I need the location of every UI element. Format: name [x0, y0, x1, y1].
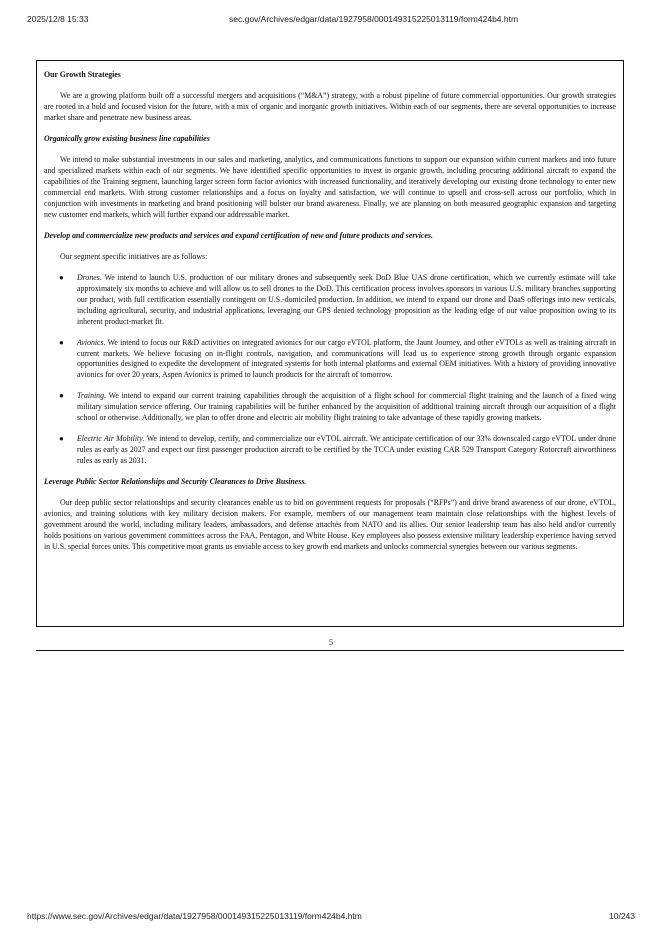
subheading-public-sector: Leverage Public Sector Relationships and Security Clearances to Drive Business. — [44, 477, 307, 487]
subheading-new-products: Develop and commercialize new products and services and expand certification of new and future products and services. — [44, 230, 433, 240]
section-title: Our Growth Strategies — [44, 70, 121, 79]
initiatives-intro: Our segment specific initiatives are as follows: — [60, 251, 208, 261]
public-sector-paragraph: Our deep public sector relationships and security clearances enable us to bid on government requests for proposals (“RFPs”) and drive brand awareness of our drone, eVTOL, avionics, and training solutions with key military decision makers. For example, members of our management team maintain close relationships with the highest levels of government around the world, including military leaders, ambassadors, and defense attachés from NATO and its allies. Our senior leadership team has also held and/or currently holds positions on various government committees across the FAA, Pentagon, and White House. Key employees also possess extensive military leadership experience having served in U.S. special forces units. This competitive moat grants us enviable access to key growth end markets and unlocks commercial synergies between our various segments. — [44, 498, 616, 551]
bullet-term: Training — [77, 391, 105, 401]
bullet-icon: ● — [59, 391, 64, 401]
intro-paragraph: We are a growing platform built off a successful mergers and acquisitions (“M&A”) strategy, with a robust pipeline of future commercial opportunities. Our growth strategies are rooted in a bold and focused vision for the future, with a mix of organic and inorganic growth initiatives. Within each of our segments, there are several opportunities to increase market share and penetrate new business areas. — [44, 91, 616, 122]
subheading-organic-growth: Organically grow existing business line capabilities — [44, 134, 210, 143]
bullet-icon: ● — [59, 272, 64, 282]
document-box — [36, 60, 624, 627]
page-divider — [36, 650, 624, 651]
bullet-text: . We intend to launch U.S. production of our military drones and subsequently seek DoD Blue UAS drone certification, which we currently estimate will take approximately six months to achieve and will allow us to sell drones to the DoD. This certification process involves sponsors in various U.S. military branches supporting our product, with full certification essentially contingent on U.S.-domiciled production. In addition, we intend to expand our drone and DaaS offerings into new verticals, including agricultural, security, and industrial applications, leveraging our GPS denied technology proposition as the leading edge of our value proposition owing to its inherent product-market fit. — [77, 272, 616, 326]
print-page-count: 10/243 — [609, 911, 635, 921]
document-content — [44, 70, 616, 553]
bullet-term: Drones — [77, 272, 100, 282]
organic-growth-paragraph: We intend to make substantial investments in our sales and marketing, analytics, and communications functions to support our expansion within current markets and into future and specialized markets within each of our segments. We have identified specific opportunities to invest in organic growth, including procuring additional aircraft to expand the capabilities of the Training segment, launching larger screen form factor avionics with increased functionality, and iteratively developing our existing drone technology to enter new commercial end markets. With strong customer relationships and a focus on loyalty and satisfaction, we will continue to upsell and cross-sell across our portfolio, which in conjunction with investments in marketing and brand positioning will bolster our brand awareness. Finally, we are planning on both measured geographic expansion and targeting new customer end markets, which will further expand our addressable market. — [44, 155, 616, 219]
print-footer-url: https://www.sec.gov/Archives/edgar/data/1927958/000149315225013119/form424b4.htm — [27, 911, 362, 921]
bullet-term: Avionics — [77, 337, 104, 347]
list-item-electric-air-mobility — [44, 434, 616, 467]
print-datetime: 2025/12/8 15:33 — [27, 14, 89, 24]
page-number: 5 — [329, 638, 333, 647]
list-item-training — [44, 391, 616, 424]
bullet-text: . We intend to focus our R&D activities on integrated avionics for our cargo eVTOL platform, the Jaunt Journey, and other eVTOLs as well as training aircraft in current markets. We believe focusing on in-flight controls, navigation, and communications will lead us to experience strong growth through organic expansion opportunities designed to expedite the development of integrated systems for both internal platforms and external OEM initiatives. With a history of providing innovative avionics for over 20 years, Aspen Avionics is primed to launch products for the aircraft of tomorrow. — [77, 337, 616, 380]
print-header-url: sec.gov/Archives/edgar/data/1927958/000149315225013119/form424b4.htm — [229, 14, 519, 24]
list-item-drones — [44, 273, 616, 328]
bullet-icon: ● — [59, 337, 64, 347]
bullet-text: . We intend to develop, certify, and commercialize our eVTOL aircraft. We anticipate certification of our 33% downscaled cargo eVTOL under drone rules as early as 2027 and expect our first passenger production aircraft to be certified by the TCCA under existing CAR 529 Transport Category Rotorcraft airworthiness rules as early as 2031. — [77, 434, 616, 466]
bullet-term: Electric Air Mobility — [77, 434, 143, 444]
bullet-icon: ● — [59, 434, 64, 444]
initiatives-list — [44, 273, 616, 467]
list-item-avionics — [44, 338, 616, 382]
bullet-text: . We intend to expand our current training capabilities through the acquisition of a flight school for commercial flight training and the launch of a fixed wing military simulation service offering. Our training capabilities will be further enhanced by the acquisition of additional training aircraft through our acquisition of a flight school or otherwise. Additionally, we plan to offer drone and electric air mobility flight training to take advantage of these rapidly growing markets. — [77, 391, 616, 423]
